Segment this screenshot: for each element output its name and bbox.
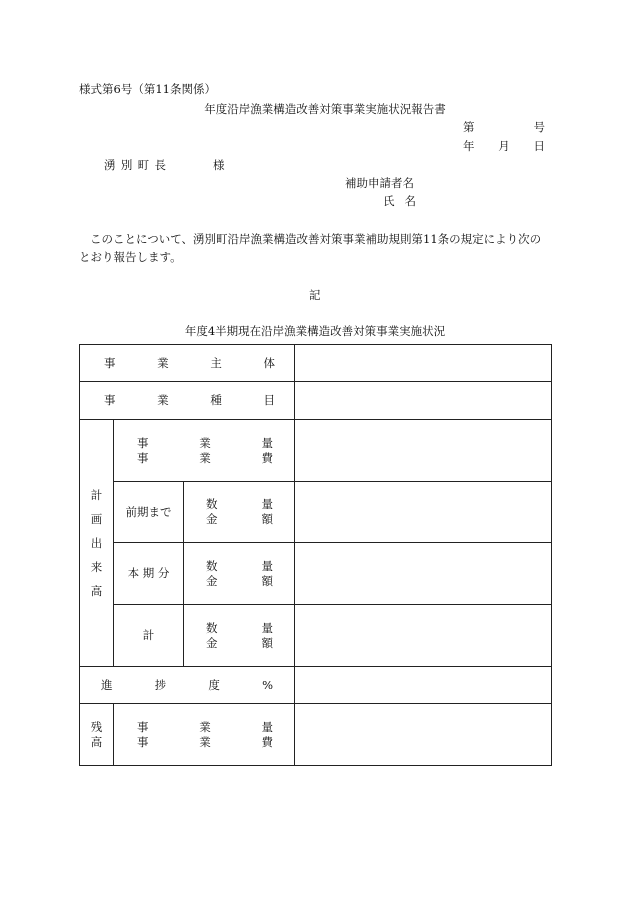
body-text-line-1: このことについて、湧別町沿岸漁業構造改善対策事業補助規則第11条の規定により次の [90, 232, 542, 246]
body-text-line-2: とおり報告します。 [79, 250, 182, 264]
label-remaining: 残 高 [80, 704, 114, 766]
row-this-period [80, 543, 552, 605]
value-previous-period[interactable] [295, 482, 552, 543]
label-total-qty-amount: 数 量 金 額 [184, 605, 295, 667]
label-prev-qty-amount: 数 量 金 額 [184, 482, 295, 543]
applicant-label: 補助申請者名 [345, 176, 414, 190]
label-project-type: 事 業 種 目 [80, 382, 295, 420]
value-progress[interactable] [295, 667, 552, 704]
row-progress [80, 667, 552, 704]
ki-heading: 記 [309, 288, 321, 302]
value-project-type[interactable] [295, 382, 552, 420]
label-this-period: 本 期 分 [114, 543, 184, 605]
label-plan-qty-cost: 事 業 量 事 業 費 [114, 420, 295, 482]
addressee: 湧 別 町 長 [104, 158, 166, 172]
label-progress: 進 捗 度 % [80, 667, 295, 704]
row-project-type [80, 382, 552, 420]
value-project-subject[interactable] [295, 345, 552, 382]
label-total: 計 [114, 605, 184, 667]
label-remain-qty-cost: 事 業 量 事 業 費 [114, 704, 295, 766]
value-total[interactable] [295, 605, 552, 667]
value-this-period[interactable] [295, 543, 552, 605]
status-table [79, 344, 552, 766]
name-label: 氏 名 [383, 194, 416, 208]
row-total [80, 605, 552, 667]
document-title: 年度沿岸漁業構造改善対策事業実施状況報告書 [204, 102, 446, 116]
value-plan-qty-cost[interactable] [295, 420, 552, 482]
form-id: 様式第6号（第11条関係） [79, 82, 216, 96]
value-remaining[interactable] [295, 704, 552, 766]
row-project-subject [80, 345, 552, 382]
label-previous-period: 前期まで [114, 482, 184, 543]
table-title: 年度4半期現在沿岸漁業構造改善対策事業実施状況 [184, 324, 446, 338]
honorific: 様 [213, 158, 225, 172]
label-plan-output: 計 画 出 来 高 [80, 420, 114, 667]
label-project-subject: 事 業 主 体 [80, 345, 295, 382]
row-previous-period [80, 482, 552, 543]
row-plan-cost [80, 420, 552, 482]
label-this-qty-amount: 数 量 金 額 [184, 543, 295, 605]
date-line: 年 月 日 [463, 139, 545, 153]
row-remaining [80, 704, 552, 766]
number-line: 第 号 [463, 120, 545, 134]
